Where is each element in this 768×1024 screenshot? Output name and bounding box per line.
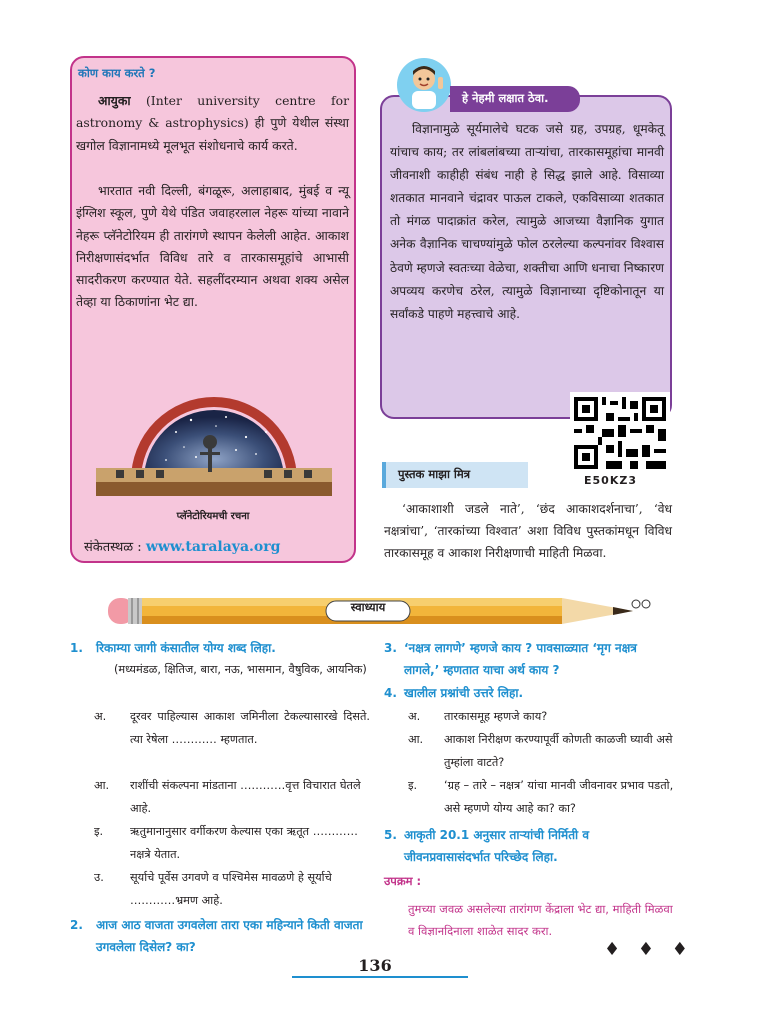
- q1-item-u: [94, 867, 370, 911]
- item-text: ऋतुमानानुसार वर्गीकरण केल्यास एका ऋतूत ………… नक्षत्रे येतात.: [130, 825, 358, 861]
- activity-title: उपक्रम :: [384, 874, 422, 888]
- website-reference: [84, 537, 280, 555]
- item-text: ‘ग्रह – तारे – नक्षत्र’ यांचा मानवी जीवनावर प्रभाव पडतो, असे म्हणणे योग्य आहे का? का?: [444, 779, 674, 815]
- q1-item-aa: [94, 775, 370, 819]
- question-text: आज आठ वाजता उगवलेला तारा एका महिन्याने किती वाजता उगवलेला दिसेल? का?: [96, 918, 363, 954]
- item-text: सूर्याचे पूर्वेस उगवणे व पश्चिमेस मावळणे हे सूर्याचे …………भ्रमण आहे.: [130, 871, 332, 907]
- remember-text: विज्ञानामुळे सूर्यमालेचे घटक जसे ग्रह, उपग्रह, धूमकेतू यांचाच काय; तर लांबलांबच्या ताऱ्यांचा, तारकासमूहांचा मानवी जीवनाशी काहीही संबंध नाही हे सिद्ध झाले आहे. विसाव्या शतकात मानवाने चंद्रावर पाऊल टाकले, एकविसाव्या शतकात तो मंगळ पादाक्रांत करेल, त्यामुळे आजच्या वैज्ञानिक युगात अनेक वैज्ञानिक चाचण्यांमुळे फोल ठरलेल्या कल्पनांवर विश्वास ठेवणे म्हणजे स्वतःच्या वेळेचा, शक्तीचा आणि धनाचा निष्कारण अपव्यय करणेच ठरेल, त्यामुळे विज्ञानाच्या दृष्टिकोनातून या सर्वांकडे पाहणे महत्त्वाचे आहे.: [390, 122, 664, 321]
- question-text: रिकाम्या जागी कंसातील योग्य शब्द लिहा.: [96, 641, 276, 655]
- qr-code-icon[interactable]: [570, 392, 670, 474]
- iucaa-name: आयुका: [98, 93, 131, 108]
- q4-item-i: [408, 775, 674, 819]
- question-number: 1.: [70, 641, 83, 655]
- item-label: आ.: [408, 733, 424, 746]
- question-text: ‘नक्षत्र लागणे’ म्हणजे काय ? पावसाळ्यात ‘मृग नक्षत्र लागले,’ म्हणतात याचा अर्थ काय ?: [404, 641, 637, 677]
- remember-title: हे नेहमी लक्षात ठेवा.: [450, 86, 580, 112]
- question-text: आकृती 20.1 अनुसार ताऱ्यांची निर्मिती व जीवनप्रवासासंदर्भात परिच्छेद लिहा.: [404, 828, 590, 864]
- iucaa-paragraph: [76, 90, 349, 157]
- item-label: इ.: [408, 779, 418, 792]
- item-label: उ.: [94, 871, 104, 884]
- item-label: इ.: [94, 825, 104, 838]
- qr-code-label: E50KZ3: [584, 474, 637, 487]
- item-text: आकाश निरीक्षण करण्यापूर्वी कोणती काळजी घ्यावी असे तुम्हांला वाटते?: [444, 733, 673, 769]
- page-number: 136: [358, 956, 392, 975]
- item-label: आ.: [94, 779, 110, 792]
- planetarium-illustration: [96, 382, 332, 496]
- website-label: संकेतस्थळ :: [84, 540, 146, 555]
- q4-item-aa: [408, 729, 674, 773]
- planetarium-caption: प्लॅनेटोरियमची रचना: [176, 511, 250, 522]
- q1-item-a: [94, 706, 370, 770]
- book-friend-text: ‘आकाशाशी जडले नाते’, ‘छंद आकाशदर्शनाचा’, ‘वेध नक्षत्रांचा’, ‘तारकांच्या विश्वात’ अशा विविध पुस्तकांमधून विविध तारकासमूह व आकाश निरीक्षणाची माहिती मिळवा.: [384, 502, 672, 560]
- page-number-rule: [292, 976, 468, 978]
- activity-text: तुमच्या जवळ असलेल्या तारांगण केंद्राला भेट द्या, माहिती मिळवा व विज्ञानदिनाला शाळेत सादर करा.: [408, 902, 673, 938]
- item-label: अ.: [94, 710, 107, 723]
- item-text: राशींची संकल्पना मांडताना …………वृत्त विचारात घेतले आहे.: [130, 779, 361, 815]
- question-text: खालील प्रश्नांची उत्तरे लिहा.: [404, 686, 524, 700]
- info-box-heading: कोण काय करते ?: [78, 66, 156, 80]
- q1-item-i: [94, 821, 370, 865]
- question-number: 2.: [70, 918, 83, 932]
- question-number: 4.: [384, 686, 397, 700]
- item-text: दूरवर पाहिल्यास आकाश जमिनीला टेकल्यासारखे दिसते. त्या रेषेला ………… म्हणतात.: [130, 710, 370, 746]
- exercise-title: स्वाध्याय: [350, 600, 386, 614]
- item-text: तारकासमूह म्हणजे काय?: [444, 710, 548, 723]
- q4-item-a: [408, 706, 674, 728]
- iucaa-description: (Inter university centre for astronomy & astrophysics) ही पुणे येथील संस्था खगोल विज्ञानामध्ये मूलभूत संशोधनाचे कार्य करते.: [76, 93, 349, 153]
- boy-mascot-icon: [396, 57, 452, 113]
- question-number: 3.: [384, 641, 397, 655]
- website-link[interactable]: www.taralaya.org: [145, 539, 281, 555]
- item-label: अ.: [408, 710, 421, 723]
- book-friend-title: पुस्तक माझा मित्र: [382, 462, 528, 488]
- word-options: (मध्यमंडळ, क्षितिज, बारा, नऊ, भासमान, वैषुविक, आयनिक): [114, 663, 367, 676]
- planetarium-paragraph: भारतात नवी दिल्ली, बंगळूरू, अलाहाबाद, मुंबई व न्यू इंग्लिश स्कूल, पुणे येथे पंडित जवाहरलाल नेहरू यांच्या नावाने नेहरू प्लॅनेटोरियम ही तारांगणे स्थापन केलेली आहेत. आकाश निरीक्षणासंदर्भात विविध तारे व तारकासमूहांचे आभासी सादरीकरण करण्यात येते. सहलींदरम्यान अथवा शक्य असेल तेव्हा या ठिकाणांना भेट द्या.: [76, 183, 349, 310]
- end-diamonds-icon: ♦ ♦ ♦: [604, 939, 694, 960]
- question-number: 5.: [384, 828, 397, 842]
